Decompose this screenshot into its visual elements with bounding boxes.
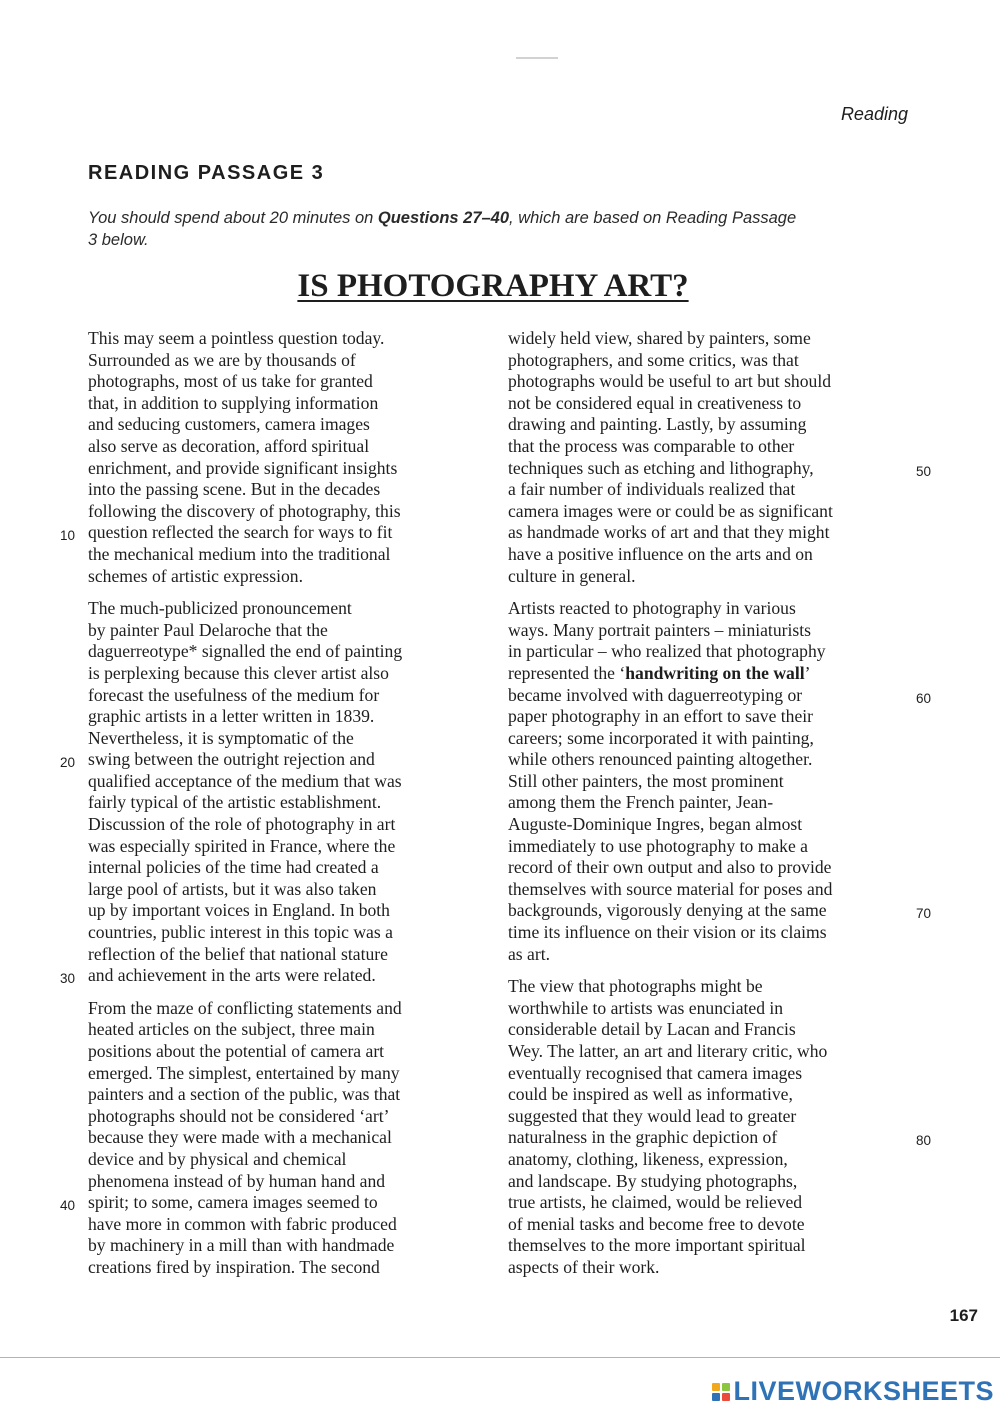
line-text: aspects of their work. <box>508 1256 660 1277</box>
text-line <box>508 976 916 998</box>
text-line <box>88 1149 496 1171</box>
line-text: suggested that they would lead to greater <box>508 1105 797 1126</box>
line-number: 70 <box>916 906 932 922</box>
text-line <box>508 1106 916 1128</box>
text-line <box>508 1214 916 1236</box>
text-line <box>508 1127 932 1149</box>
paragraph <box>60 997 496 1279</box>
article-title <box>0 268 986 305</box>
text-line <box>88 350 496 372</box>
line-text: represented the ‘ <box>508 662 626 683</box>
line-text: internal policies of the time had created a <box>88 857 379 878</box>
text-line <box>508 922 916 944</box>
line-text: worthwhile to artists was enunciated in <box>508 997 784 1018</box>
line-number: 50 <box>916 463 932 479</box>
line-text: also serve as decoration, afford spiritual <box>88 435 370 456</box>
paragraph <box>60 598 496 987</box>
text-line <box>508 457 932 480</box>
text-line <box>88 1171 496 1193</box>
text-line <box>508 371 916 393</box>
line-text: anatomy, clothing, likeness, expression, <box>508 1148 788 1169</box>
text-line <box>508 436 916 458</box>
text-line <box>88 922 496 944</box>
text-line <box>88 1063 496 1085</box>
line-text: daguerreotype* signalled the end of painting <box>88 641 403 662</box>
line-text: have a positive influence on the arts and on <box>508 543 813 564</box>
text-line <box>60 1192 496 1214</box>
text-line <box>508 501 916 523</box>
line-text: that, in addition to supplying information <box>88 392 379 413</box>
text-line <box>508 706 916 728</box>
instructions <box>88 207 808 251</box>
line-text: eventually recognised that camera images <box>508 1062 803 1083</box>
text-line <box>88 544 496 566</box>
text-line <box>508 900 932 922</box>
text-line <box>508 1019 916 1041</box>
text-line <box>88 371 496 393</box>
line-text: The much-publicized pronouncement <box>88 598 352 619</box>
text-line <box>88 998 496 1020</box>
line-text: paper photography in an effort to save their <box>508 706 814 727</box>
line-text: ways. Many portrait painters – miniaturists <box>508 619 811 640</box>
line-number: 80 <box>916 1133 932 1149</box>
paragraph <box>508 598 932 965</box>
text-line <box>508 620 916 642</box>
left-text-column <box>60 328 496 1290</box>
line-text: among them the French painter, Jean- <box>508 792 774 813</box>
text-line <box>88 728 496 750</box>
text-line <box>88 944 496 966</box>
line-text: and achievement in the arts were related. <box>88 965 376 986</box>
top-decoration-mark <box>516 57 558 59</box>
text-line <box>508 566 916 588</box>
line-text: heated articles on the subject, three main <box>88 1019 375 1040</box>
line-text: a fair number of individuals realized that <box>508 479 796 500</box>
text-line <box>508 728 916 750</box>
text-line <box>88 879 496 901</box>
line-text: as art. <box>508 943 551 964</box>
line-text: photographs would be useful to art but should <box>508 371 832 392</box>
line-text: Wey. The latter, an art and literary critic, who <box>508 1041 828 1061</box>
line-text: because they were made with a mechanical <box>88 1127 392 1148</box>
text-line <box>508 414 916 436</box>
line-text: large pool of artists, but it was also taken <box>88 878 377 899</box>
text-line <box>508 1235 916 1257</box>
line-text: reflection of the belief that national stature <box>88 943 388 964</box>
line-text: phenomena instead of by human hand and <box>88 1170 386 1191</box>
line-text: spirit; to some, camera images seemed to <box>88 1192 378 1213</box>
text-line <box>88 771 496 793</box>
line-text: creations fired by inspiration. The second <box>88 1256 380 1277</box>
line-text: true artists, he claimed, would be relieved <box>508 1192 803 1213</box>
text-line <box>508 1063 916 1085</box>
line-text: careers; some incorporated it with painting, <box>508 727 814 748</box>
line-text: enrichment, and provide significant insights <box>88 457 398 478</box>
line-text: record of their own output and also to provide <box>508 857 832 878</box>
text-line <box>60 749 496 771</box>
text-line <box>88 814 496 836</box>
text-line <box>508 749 916 771</box>
line-text: was especially spirited in France, where the <box>88 835 396 856</box>
line-text: became involved with daguerreotyping or <box>508 684 803 705</box>
line-text: culture in general. <box>508 565 636 586</box>
line-text: is perplexing because this clever artist also <box>88 662 389 683</box>
text-line <box>508 328 916 350</box>
line-text: device and by physical and chemical <box>88 1148 347 1169</box>
line-text: immediately to use photography to make a <box>508 835 808 856</box>
text-line <box>88 706 496 728</box>
text-line <box>88 436 496 458</box>
line-text: graphic artists in a letter written in 1839. <box>88 706 375 727</box>
passage-heading: READING PASSAGE 3 <box>88 162 325 184</box>
text-line <box>88 836 496 858</box>
section-label: Reading <box>840 104 908 124</box>
line-text: schemes of artistic expression. <box>88 565 303 586</box>
text-line <box>508 814 916 836</box>
text-line <box>88 501 496 523</box>
text-line <box>88 1084 496 1106</box>
text-line <box>508 998 916 1020</box>
paragraph <box>508 328 932 587</box>
line-text: qualified acceptance of the medium that was <box>88 770 402 791</box>
text-line <box>88 857 496 879</box>
text-line <box>508 1149 916 1171</box>
text-line <box>88 792 496 814</box>
text-line <box>508 1084 916 1106</box>
text-line <box>88 1019 496 1041</box>
text-line <box>508 393 916 415</box>
line-text: by machinery in a mill than with handmade <box>88 1235 395 1256</box>
text-line <box>508 350 916 372</box>
text-line <box>88 393 496 415</box>
text-line <box>508 879 916 901</box>
liveworksheets-logo[interactable] <box>712 1376 994 1407</box>
line-text: painters and a section of the public, was that <box>88 1084 401 1105</box>
text-line <box>60 522 496 544</box>
line-text: following the discovery of photography, this <box>88 500 401 521</box>
line-text: themselves with source material for poses and <box>508 878 833 899</box>
text-line <box>508 1257 916 1279</box>
text-line <box>88 663 496 685</box>
text-line <box>508 598 916 620</box>
text-line <box>88 479 496 501</box>
text-line <box>508 522 916 544</box>
line-text: countries, public interest in this topic was a <box>88 922 393 943</box>
line-text: while others renounced painting altogether. <box>508 749 813 770</box>
text-line <box>508 663 916 685</box>
line-text: positions about the potential of camera art <box>88 1041 385 1061</box>
line-text-after: ’ <box>804 662 811 683</box>
bold-phrase: handwriting on the wall <box>625 662 805 683</box>
text-line <box>88 1214 496 1236</box>
text-line <box>88 620 496 642</box>
text-line <box>508 944 916 966</box>
line-text: naturalness in the graphic depiction of <box>508 1127 778 1148</box>
line-text: Discussion of the role of photography in art <box>88 814 396 835</box>
paragraph <box>508 976 932 1278</box>
text-line <box>508 792 916 814</box>
line-text: not be considered equal in creativeness to <box>508 392 802 413</box>
logo-text: LIVEWORKSHEETS <box>733 1376 994 1406</box>
text-line <box>508 544 916 566</box>
line-text: backgrounds, vigorously denying at the same <box>508 900 827 921</box>
line-number: 40 <box>60 1198 76 1214</box>
line-text: and landscape. By studying photographs, <box>508 1170 798 1191</box>
instructions-text-end: , which are based on Reading Passage 3 below. <box>88 209 797 249</box>
text-line <box>508 1171 916 1193</box>
line-text: techniques such as etching and lithography, <box>508 457 814 478</box>
text-line <box>88 1257 496 1279</box>
text-line <box>508 771 916 793</box>
line-number: 60 <box>916 690 932 706</box>
line-text: and seducing customers, camera images <box>88 414 370 435</box>
text-line <box>88 685 496 707</box>
line-text: as handmade works of art and that they might <box>508 522 830 543</box>
line-text: fairly typical of the artistic establishment. <box>88 792 382 813</box>
text-line <box>88 414 496 436</box>
line-text: This may seem a pointless question today. <box>88 328 385 348</box>
text-line <box>88 1127 496 1149</box>
logo-squares-icon <box>712 1383 730 1401</box>
line-text: into the passing scene. But in the decades <box>88 479 381 500</box>
line-text: The view that photographs might be <box>508 976 763 997</box>
text-line <box>508 857 916 879</box>
line-text: of menial tasks and become free to devote <box>508 1213 805 1234</box>
line-text: From the maze of conflicting statements and <box>88 997 402 1018</box>
line-text: up by important voices in England. In both <box>88 900 390 921</box>
text-line <box>508 1192 916 1214</box>
line-text: Nevertheless, it is symptomatic of the <box>88 727 354 748</box>
text-line <box>508 479 916 501</box>
line-text: camera images were or could be as significant <box>508 500 833 521</box>
line-text: Auguste-Dominique Ingres, began almost <box>508 814 803 835</box>
line-text: forecast the usefulness of the medium for <box>88 684 380 705</box>
line-number: 10 <box>60 528 76 544</box>
text-line <box>88 1041 496 1063</box>
line-text: swing between the outright rejection and <box>88 749 375 770</box>
text-line <box>88 598 496 620</box>
text-line <box>60 965 496 987</box>
line-text: considerable detail by Lacan and Francis <box>508 1019 796 1040</box>
line-text: by painter Paul Delaroche that the <box>88 619 328 640</box>
instructions-questions-range: Questions 27–40 <box>377 209 510 227</box>
paragraph <box>60 328 496 587</box>
text-line <box>88 641 496 663</box>
line-text: drawing and painting. Lastly, by assuming <box>508 414 807 435</box>
line-text: that the process was comparable to other <box>508 435 795 456</box>
line-text: Still other painters, the most prominent <box>508 770 784 791</box>
line-text: emerged. The simplest, entertained by many <box>88 1062 400 1083</box>
line-text: time its influence on their vision or its claims <box>508 922 827 943</box>
line-number: 30 <box>60 971 76 987</box>
line-text: photographers, and some critics, was that <box>508 349 799 370</box>
line-text: themselves to the more important spiritual <box>508 1235 806 1256</box>
line-text: photographs, most of us take for granted <box>88 371 373 392</box>
instructions-text-start: You should spend about 20 minutes on <box>88 209 378 227</box>
text-line <box>88 566 496 588</box>
line-text: question reflected the search for ways to fit <box>88 522 393 543</box>
bottom-rule <box>0 1357 1000 1358</box>
text-line <box>508 1041 916 1063</box>
text-line <box>88 1235 496 1257</box>
line-number: 20 <box>60 755 76 771</box>
text-line <box>88 328 496 350</box>
page-number: 167 <box>949 1306 978 1325</box>
line-text: have more in common with fabric produced <box>88 1213 397 1234</box>
text-line <box>88 900 496 922</box>
text-line <box>88 458 496 480</box>
right-text-column <box>508 328 932 1290</box>
text-line <box>508 836 916 858</box>
text-line <box>508 641 916 663</box>
line-text: widely held view, shared by painters, some <box>508 328 811 348</box>
line-text: the mechanical medium into the traditional <box>88 543 391 564</box>
line-text: Surrounded as we are by thousands of <box>88 349 356 370</box>
line-text: could be inspired as well as informative, <box>508 1084 793 1105</box>
article-title-text: IS PHOTOGRAPHY ART? <box>297 268 689 304</box>
line-text: photographs should not be considered ‘art’ <box>88 1105 390 1126</box>
line-text: Artists reacted to photography in various <box>508 598 796 619</box>
text-line <box>88 1106 496 1128</box>
text-line <box>508 684 932 707</box>
line-text: in particular – who realized that photography <box>508 641 826 662</box>
